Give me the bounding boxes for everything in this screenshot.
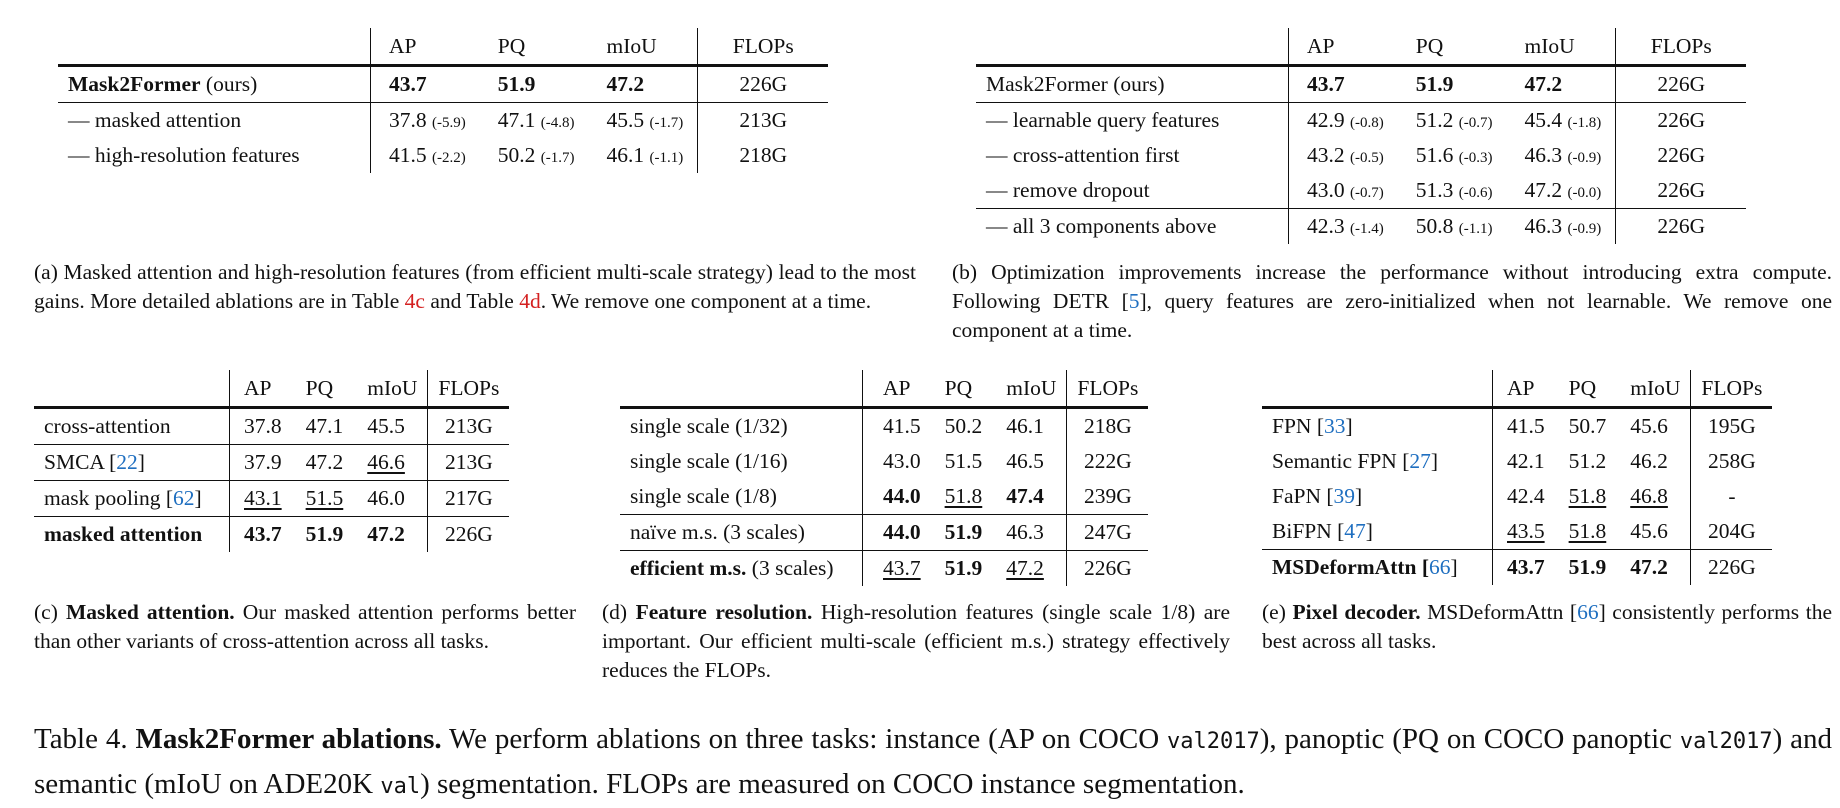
table-c-block <box>34 370 594 552</box>
row-label: — remove dropout <box>976 173 1289 209</box>
table-row <box>34 481 509 517</box>
cell-flops: 226G <box>1067 551 1148 587</box>
table-d <box>620 370 1148 586</box>
cell-flops: 218G <box>1067 408 1148 445</box>
caption-a <box>34 258 916 316</box>
row-label: single scale (1/16) <box>620 444 863 479</box>
table-row <box>976 138 1746 173</box>
header-ap: AP <box>1507 375 1535 400</box>
cell-ap: 41.5 <box>863 408 931 445</box>
table-row <box>976 173 1746 209</box>
cell-miou <box>1507 209 1616 245</box>
value: 37.8 <box>389 108 427 132</box>
table-ref-link[interactable]: 4c <box>404 289 425 313</box>
delta: (-0.6) <box>1458 185 1493 201</box>
label-text: mask pooling [ <box>44 486 173 510</box>
delta: (-0.0) <box>1567 185 1602 201</box>
cell-ap: 37.9 <box>230 445 292 481</box>
header-blank <box>976 28 1289 66</box>
caption-title: Masked attention. <box>65 600 235 624</box>
caption-text: ], query features are zero-initialized when not learnable. We remove one component at a time. <box>952 289 1832 342</box>
table-row <box>1262 408 1772 445</box>
label-text: ] <box>1355 484 1363 508</box>
cell-pq: 51.9 <box>931 515 993 551</box>
table-b-block <box>976 28 1816 244</box>
header-pq: PQ <box>1415 33 1444 58</box>
table-number: Table 4. <box>34 723 128 755</box>
table-header-row <box>58 28 828 66</box>
caption-text: ) and semantic (mIoU on ADE20K <box>34 723 1833 800</box>
table-row <box>976 66 1746 103</box>
caption-text: ] consistently performs the best across all tasks. <box>1262 600 1832 653</box>
caption-prefix: (c) <box>34 600 66 624</box>
value: 41.5 <box>389 143 427 167</box>
delta: (-0.5) <box>1350 150 1384 166</box>
citation-link[interactable]: 66 <box>1577 600 1599 624</box>
cell-pq: 50.2 <box>931 408 993 445</box>
header-miou: mIoU <box>1507 28 1616 66</box>
delta: (-0.7) <box>1350 185 1384 201</box>
citation-link[interactable]: 47 <box>1344 519 1366 543</box>
label-bold: efficient m.s. <box>630 556 747 580</box>
cell-miou: 47.2 <box>992 551 1067 587</box>
table-row <box>620 408 1148 445</box>
row-label: — masked attention <box>58 103 371 139</box>
row-label <box>34 445 230 481</box>
cell-miou: 46.0 <box>353 481 428 517</box>
row-label: masked attention <box>34 517 230 553</box>
header-miou: mIoU <box>1616 370 1691 408</box>
cell-flops: 226G <box>1616 66 1747 103</box>
header-flops: FLOPs <box>732 33 794 58</box>
citation-link[interactable]: 22 <box>116 450 138 474</box>
cell-ap <box>371 103 480 139</box>
dataset-split: val <box>380 774 421 799</box>
value: 47.2 <box>1524 178 1563 202</box>
header-blank <box>58 28 371 66</box>
row-label: Mask2Former (ours) <box>976 66 1289 103</box>
cell-pq <box>480 103 589 139</box>
cell-ap: 43.5 <box>1507 519 1545 543</box>
header-pq: PQ <box>944 375 973 400</box>
label-text: ] <box>1345 414 1353 438</box>
caption-text: and Table <box>424 289 520 313</box>
header-miou: mIoU <box>353 370 428 408</box>
caption-text: (b) Optimization improvements increase the performance without introducing extra compute. Following DETR [ <box>952 260 1832 313</box>
delta: (-1.4) <box>1350 221 1384 237</box>
table-row <box>620 515 1148 551</box>
cell-ap: 43.7 <box>371 66 480 103</box>
citation-link[interactable]: 62 <box>173 486 195 510</box>
cell-miou: 47.2 <box>589 66 698 103</box>
row-label <box>620 551 863 587</box>
header-miou: mIoU <box>589 28 698 66</box>
cell-miou: 47.2 <box>1616 550 1691 586</box>
table-a <box>58 28 828 173</box>
cell-flops: 204G <box>1708 519 1756 543</box>
cell-miou: 45.5 <box>353 408 428 445</box>
delta: (-5.9) <box>432 115 466 131</box>
header-flops: FLOPs <box>1701 375 1763 400</box>
cell-ap <box>1289 103 1398 139</box>
header-ap: AP <box>244 375 272 400</box>
cell-ap: 43.7 <box>863 551 931 587</box>
value: 51.2 <box>1415 108 1454 132</box>
cell-miou <box>1507 173 1616 209</box>
header-miou: mIoU <box>992 370 1067 408</box>
citation-link[interactable]: 5 <box>1128 289 1140 313</box>
cell-flops: 218G <box>739 143 788 167</box>
header-flops: FLOPs <box>1077 375 1139 400</box>
header-ap: AP <box>1307 33 1335 58</box>
cell-ap: 41.5 <box>1493 408 1555 445</box>
cell-ap <box>1289 209 1398 245</box>
cell-pq: 51.8 <box>1568 484 1607 508</box>
cell-ap <box>371 138 480 173</box>
table-header-row <box>976 28 1746 66</box>
table-row <box>1262 514 1772 550</box>
table-row <box>976 103 1746 139</box>
cell-flops: 226G <box>1691 550 1772 586</box>
cell-miou <box>589 103 698 139</box>
row-label <box>34 481 230 517</box>
cell-pq: 51.9 <box>931 551 993 587</box>
value: 46.1 <box>606 143 645 167</box>
row-label: — learnable query features <box>976 103 1289 139</box>
row-label: single scale (1/32) <box>620 408 863 445</box>
cell-pq: 51.8 <box>944 484 983 508</box>
header-blank <box>34 370 230 408</box>
delta: (-0.3) <box>1458 150 1493 166</box>
caption-text: ) segmentation. FLOPs are measured on COCO instance segmentation. <box>420 768 1245 800</box>
header-pq: PQ <box>305 375 334 400</box>
cell-miou: 46.3 <box>992 515 1067 551</box>
table-row <box>34 445 509 481</box>
cell-pq: 51.9 <box>1398 66 1507 103</box>
cell-miou: 45.6 <box>1616 408 1691 445</box>
dataset-split: val2017 <box>1167 729 1260 754</box>
cell-ap: 42.1 <box>1507 449 1545 473</box>
table-row <box>976 209 1746 245</box>
value: 50.2 <box>497 143 536 167</box>
caption-text: . We remove one component at a time. <box>540 289 872 313</box>
cell-pq: 51.5 <box>944 449 983 473</box>
cell-miou: 45.6 <box>1616 514 1691 550</box>
cell-miou: 46.1 <box>992 408 1067 445</box>
cell-pq <box>1398 173 1507 209</box>
cell-pq <box>480 138 589 173</box>
cell-ap: 43.7 <box>1289 66 1398 103</box>
cell-flops: 226G <box>1616 209 1747 245</box>
row-label: cross-attention <box>34 408 230 445</box>
label-suffix: (ours) <box>200 72 258 96</box>
cell-ap <box>1289 173 1398 209</box>
table-ref-link[interactable]: 4d <box>519 289 541 313</box>
cell-pq: 47.1 <box>292 408 354 445</box>
table-c <box>34 370 509 552</box>
caption-c <box>34 598 576 656</box>
row-label <box>1262 550 1493 586</box>
cell-miou: 47.2 <box>1507 66 1616 103</box>
citation-link[interactable]: 27 <box>1409 449 1431 473</box>
value: 51.6 <box>1415 143 1454 167</box>
caption-prefix: (d) <box>602 600 636 624</box>
row-label: — high-resolution features <box>58 138 371 173</box>
table-row <box>1262 550 1772 586</box>
cell-miou: 47.4 <box>992 479 1067 515</box>
delta: (-1.1) <box>649 150 684 166</box>
header-flops: FLOPs <box>1650 33 1712 58</box>
model-name: Mask2Former <box>68 72 201 96</box>
header-blank <box>620 370 863 408</box>
cell-pq: 47.2 <box>292 445 354 481</box>
label-text: SMCA [ <box>44 450 117 474</box>
table-e-block <box>1262 370 1832 585</box>
cell-flops: - <box>1728 484 1736 508</box>
caption-text: High-resolution features (single scale 1/8) are important. Our efficient multi-scale (efficient m.s.) strategy effectively reduces the FLOPs. <box>602 600 1230 682</box>
value: 46.3 <box>1524 143 1563 167</box>
table-e <box>1262 370 1772 585</box>
cell-flops: 217G <box>428 481 509 517</box>
caption-prefix: (e) <box>1262 600 1293 624</box>
cell-pq <box>1398 138 1507 173</box>
label-text: ] <box>1450 555 1458 579</box>
citation-link[interactable]: 33 <box>1323 414 1346 438</box>
header-ap: AP <box>389 33 417 58</box>
cell-miou: 47.2 <box>353 517 428 553</box>
cell-ap: 37.8 <box>230 408 292 445</box>
cell-ap: 44.0 <box>863 515 931 551</box>
table-row <box>620 444 1148 479</box>
cell-flops: 226G <box>428 517 509 553</box>
row-label <box>1262 408 1493 445</box>
value: 42.9 <box>1307 108 1345 132</box>
caption-title: Feature resolution. <box>635 600 813 624</box>
header-pq: PQ <box>497 33 526 58</box>
delta: (-0.9) <box>1567 150 1602 166</box>
label-text: ] <box>137 450 145 474</box>
value: 45.5 <box>606 108 645 132</box>
row-label <box>58 66 371 103</box>
cell-ap <box>1289 138 1398 173</box>
caption-b <box>952 258 1832 345</box>
table-title: Mask2Former ablations. <box>135 723 442 755</box>
cell-flops: 195G <box>1691 408 1772 445</box>
label-text: ] <box>1365 519 1373 543</box>
cell-flops: 239G <box>1084 484 1132 508</box>
dataset-split: val2017 <box>1679 729 1773 754</box>
caption-e <box>1262 598 1832 656</box>
table-d-block <box>620 370 1240 586</box>
delta: (-2.2) <box>432 150 466 166</box>
cell-miou <box>589 138 698 173</box>
cell-pq: 50.7 <box>1555 408 1617 445</box>
cell-flops: 213G <box>698 103 829 139</box>
cell-pq <box>1398 103 1507 139</box>
cell-miou: 46.5 <box>992 444 1067 479</box>
cell-pq: 51.9 <box>480 66 589 103</box>
cell-ap: 43.1 <box>230 481 292 517</box>
cell-ap: 42.4 <box>1507 484 1545 508</box>
caption-text: We perform ablations on three tasks: instance (AP on COCO <box>441 723 1168 755</box>
label-suffix: (3 scales) <box>746 556 834 580</box>
cell-miou: 46.6 <box>353 445 428 481</box>
caption-title: Pixel decoder. <box>1292 600 1421 624</box>
cell-flops: 226G <box>698 66 829 103</box>
delta: (-1.1) <box>1458 221 1493 237</box>
cell-flops: 226G <box>1616 103 1747 139</box>
delta: (-4.8) <box>540 115 575 131</box>
caption-text: Our masked attention performs better than other variants of cross-attention across all tasks. <box>34 600 576 653</box>
table-row <box>620 479 1148 515</box>
table-header-row <box>34 370 509 408</box>
caption-text: MSDeformAttn [ <box>1420 600 1578 624</box>
caption-text: (a) Masked attention and high-resolution features (from efficient multi-scale strategy) lead to the most gains. More detailed ablations are in Table <box>34 260 916 313</box>
cell-flops: 226G <box>1657 178 1706 202</box>
row-label: — all 3 components above <box>976 209 1289 245</box>
label-text: MSDeformAttn [ <box>1272 555 1430 579</box>
table-row <box>1262 479 1772 514</box>
cell-pq: 51.5 <box>292 481 354 517</box>
cell-pq: 51.8 <box>1568 519 1607 543</box>
caption-text: ), panoptic (PQ on COCO panoptic <box>1259 723 1680 755</box>
value: 42.3 <box>1307 214 1345 238</box>
label-text: FPN [ <box>1272 414 1324 438</box>
row-label: — cross-attention first <box>976 138 1289 173</box>
cell-flops: 258G <box>1708 449 1756 473</box>
label-text: FaPN [ <box>1272 484 1334 508</box>
table-row <box>58 138 828 173</box>
cell-flops: 226G <box>1657 143 1706 167</box>
table-a-block <box>58 28 918 173</box>
cell-ap: 43.7 <box>230 517 292 553</box>
delta: (-0.7) <box>1458 115 1493 131</box>
header-blank <box>1262 370 1493 408</box>
cell-miou: 46.2 <box>1616 444 1691 479</box>
table-row <box>58 66 828 103</box>
label-text: ] <box>194 486 202 510</box>
cell-flops: 222G <box>1084 449 1132 473</box>
cell-ap: 44.0 <box>883 484 921 508</box>
delta: (-1.8) <box>1567 115 1602 131</box>
cell-miou: 46.8 <box>1616 479 1691 514</box>
delta: (-1.7) <box>649 115 684 131</box>
cell-pq: 51.9 <box>292 517 354 553</box>
value: 50.8 <box>1415 214 1454 238</box>
cell-ap: 43.7 <box>1493 550 1555 586</box>
table-header-row <box>1262 370 1772 408</box>
table-row <box>58 103 828 139</box>
table-main-caption <box>34 718 1832 808</box>
value: 46.3 <box>1524 214 1563 238</box>
row-label <box>1262 479 1493 514</box>
table-row <box>34 517 509 553</box>
table-header-row <box>620 370 1148 408</box>
cell-ap: 43.0 <box>883 449 921 473</box>
citation-link[interactable]: 66 <box>1429 555 1451 579</box>
delta: (-0.9) <box>1567 221 1602 237</box>
cell-flops: 247G <box>1067 515 1148 551</box>
cell-flops: 213G <box>428 408 509 445</box>
table-b <box>976 28 1746 244</box>
cell-flops: 213G <box>428 445 509 481</box>
table-row <box>620 551 1148 587</box>
header-flops: FLOPs <box>438 375 500 400</box>
cell-miou <box>1507 103 1616 139</box>
row-label <box>1262 514 1493 550</box>
cell-pq <box>1398 209 1507 245</box>
label-text: Semantic FPN [ <box>1272 449 1410 473</box>
cell-pq: 51.9 <box>1555 550 1617 586</box>
citation-link[interactable]: 39 <box>1333 484 1356 508</box>
delta: (-1.7) <box>540 150 575 166</box>
row-label <box>1262 444 1493 479</box>
cell-pq: 51.2 <box>1568 449 1607 473</box>
label-text: ] <box>1430 449 1439 473</box>
table-row <box>1262 444 1772 479</box>
label-text: BiFPN [ <box>1272 519 1345 543</box>
header-pq: PQ <box>1568 375 1597 400</box>
cell-miou <box>1507 138 1616 173</box>
value: 51.3 <box>1415 178 1454 202</box>
row-label: single scale (1/8) <box>620 479 863 515</box>
caption-d <box>602 598 1230 685</box>
delta: (-0.8) <box>1350 115 1384 131</box>
value: 43.0 <box>1307 178 1345 202</box>
value: 43.2 <box>1307 143 1345 167</box>
row-label: naïve m.s. (3 scales) <box>620 515 863 551</box>
value: 47.1 <box>497 108 536 132</box>
value: 45.4 <box>1524 108 1563 132</box>
table-row <box>34 408 509 445</box>
header-ap: AP <box>883 375 911 400</box>
